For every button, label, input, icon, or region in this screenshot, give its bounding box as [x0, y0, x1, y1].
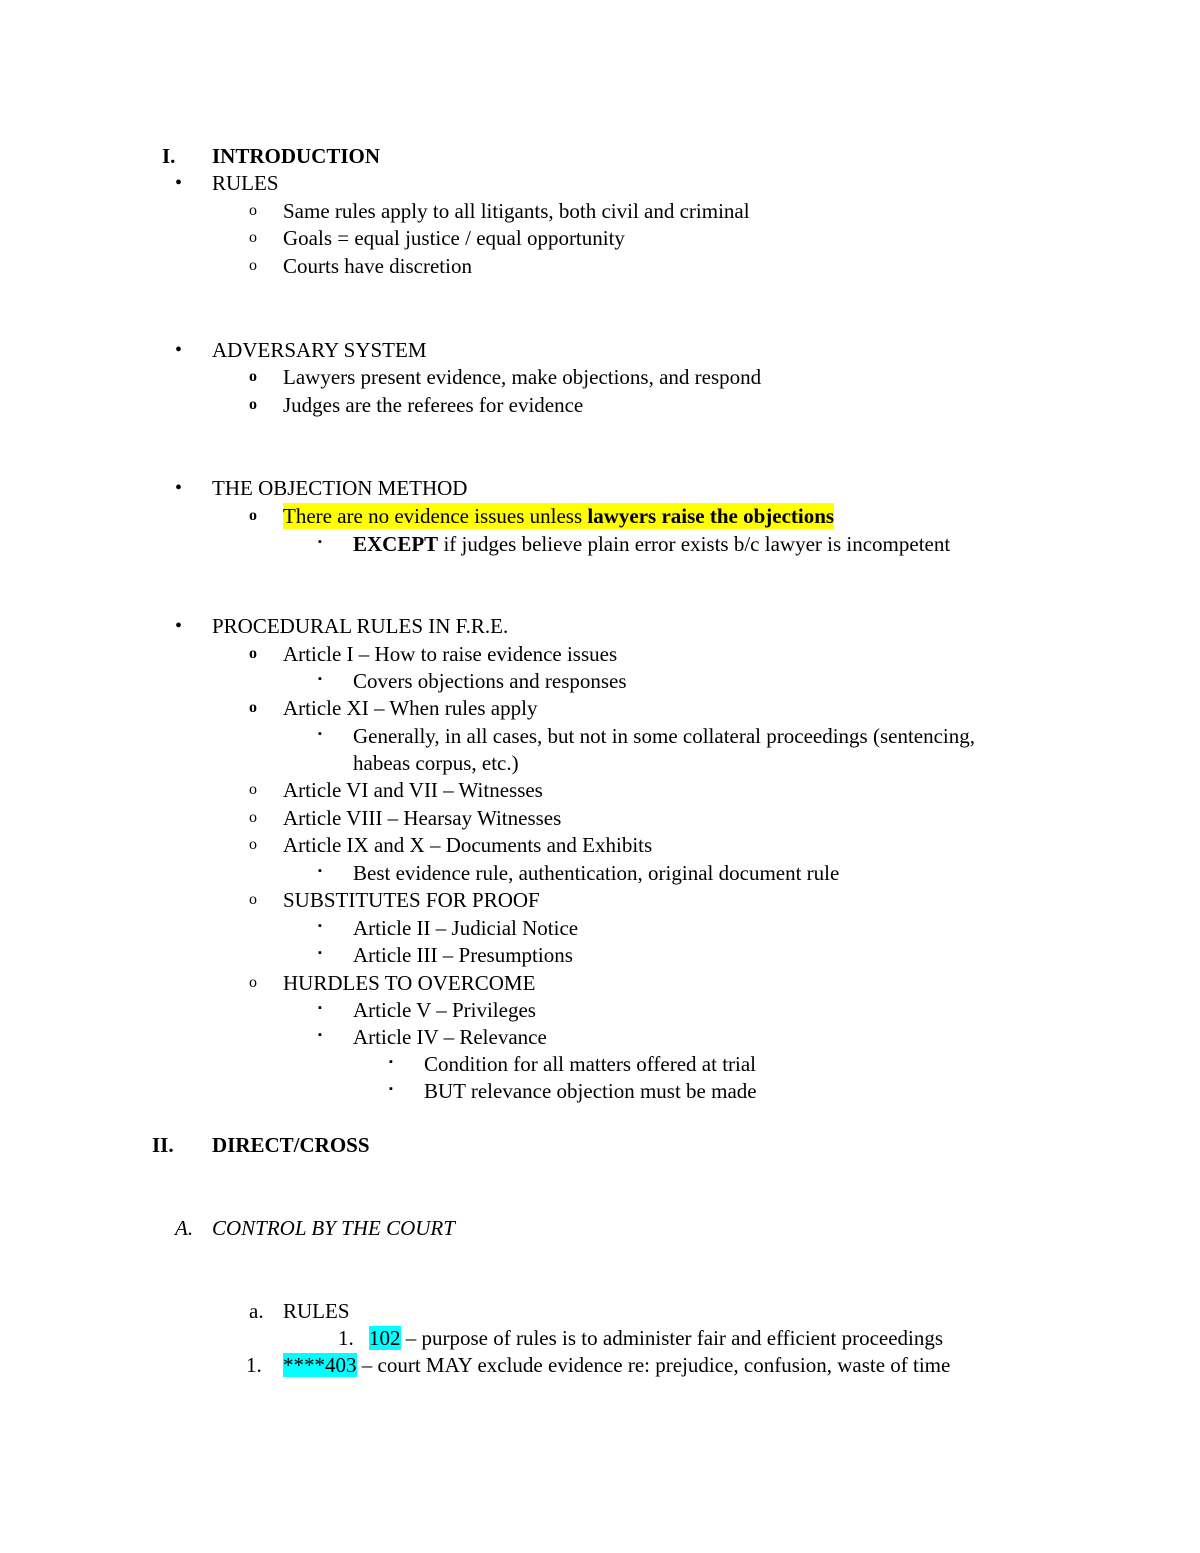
bullet-square: ▪ — [318, 865, 322, 877]
list-item-label: HURDLES TO OVERCOME — [283, 971, 536, 995]
list-item-label: Article IX and X – Documents and Exhibits — [283, 833, 653, 857]
list-item-label: Goals = equal justice / equal opportunity — [283, 226, 625, 250]
bullet-square: ▪ — [318, 920, 322, 932]
list-item-label: Courts have discretion — [283, 254, 472, 278]
list-item-label: BUT relevance objection must be made — [424, 1079, 757, 1103]
list-item-label: Article VIII – Hearsay Witnesses — [283, 806, 562, 830]
list-item-label: Article III – Presumptions — [353, 943, 573, 967]
bullet-circle: o — [249, 974, 257, 991]
list-item-label: THE OBJECTION METHOD — [212, 476, 468, 500]
except-bold-text: EXCEPT — [353, 532, 439, 556]
rule-text: – purpose of rules is to administer fair and efficient proceedings — [400, 1326, 944, 1350]
section-numeral: II. — [152, 1133, 174, 1157]
list-item-label: Article IV – Relevance — [353, 1025, 547, 1049]
list-item-label: Judges are the referees for evidence — [283, 393, 584, 417]
list-marker: 1. — [246, 1353, 262, 1377]
bullet-square: ▪ — [318, 536, 322, 548]
list-item-label: habeas corpus, etc.) — [353, 751, 519, 775]
rule-number: ****403 — [283, 1353, 357, 1377]
list-item-label — [369, 1325, 943, 1351]
list-item-label: Article V – Privileges — [353, 998, 536, 1022]
list-item-label: Article I – How to raise evidence issues — [283, 642, 618, 666]
objection-text: There are no evidence issues unless — [283, 504, 588, 528]
bullet-circle: o — [249, 809, 257, 826]
list-item-label — [353, 531, 950, 557]
list-item-label: Generally, in all cases, but not in some collateral proceedings (sentencing, — [353, 724, 976, 748]
bullet-circle: o — [249, 781, 257, 798]
bullet-circle: o — [249, 396, 257, 413]
list-item-label: RULES — [212, 171, 279, 195]
bullet-circle: o — [249, 257, 257, 274]
list-item-label: Article VI and VII – Witnesses — [283, 778, 543, 802]
bullet-circle: o — [249, 699, 257, 716]
list-item-label: Covers objections and responses — [353, 669, 627, 693]
bullet-square: ▪ — [318, 1029, 322, 1041]
except-text: if judges believe plain error exists b/c lawyer is incompetent — [438, 532, 951, 556]
bullet-square: ▪ — [389, 1056, 393, 1068]
bullet-square: ▪ — [318, 673, 322, 685]
bullet-circle: o — [249, 891, 257, 908]
list-item-label: ADVERSARY SYSTEM — [212, 338, 427, 362]
list-item-label: Best evidence rule, authentication, original document rule — [353, 861, 840, 885]
section-title: INTRODUCTION — [212, 144, 381, 168]
list-item-label: Condition for all matters offered at trial — [424, 1052, 757, 1076]
bullet-square: ▪ — [318, 947, 322, 959]
bullet-dot: • — [175, 172, 183, 194]
list-item-label: RULES — [283, 1299, 350, 1323]
list-marker: a. — [249, 1299, 264, 1323]
subsection-marker: A. — [175, 1216, 194, 1240]
rule-number: 102 — [369, 1326, 401, 1350]
bullet-dot: • — [175, 477, 183, 499]
bullet-square: ▪ — [389, 1083, 393, 1095]
highlighted-text — [283, 503, 834, 529]
list-marker: 1. — [338, 1326, 354, 1350]
list-item-label: Article XI – When rules apply — [283, 696, 538, 720]
list-item-label: Same rules apply to all litigants, both civil and criminal — [283, 199, 750, 223]
list-item-label — [283, 1352, 950, 1378]
list-item-label: Lawyers present evidence, make objections, and respond — [283, 365, 762, 389]
rule-text: – court MAY exclude evidence re: prejudice, confusion, waste of time — [356, 1353, 951, 1377]
bullet-dot: • — [175, 339, 183, 361]
bullet-square: ▪ — [318, 1002, 322, 1014]
list-item-label: SUBSTITUTES FOR PROOF — [283, 888, 540, 912]
list-item-label: PROCEDURAL RULES IN F.R.E. — [212, 614, 509, 638]
bullet-circle: o — [249, 202, 257, 219]
list-item-label: Article II – Judicial Notice — [353, 916, 579, 940]
bullet-square: ▪ — [318, 728, 322, 740]
objection-bold-text: lawyers raise the objections — [587, 504, 835, 528]
bullet-circle: o — [249, 645, 257, 662]
bullet-dot: • — [175, 615, 183, 637]
section-numeral: I. — [162, 144, 176, 168]
section-title: DIRECT/CROSS — [212, 1133, 370, 1157]
bullet-circle: o — [249, 368, 257, 385]
subsection-title: CONTROL BY THE COURT — [212, 1216, 455, 1240]
bullet-circle: o — [249, 836, 257, 853]
bullet-circle: o — [249, 229, 257, 246]
bullet-circle: o — [249, 507, 257, 524]
